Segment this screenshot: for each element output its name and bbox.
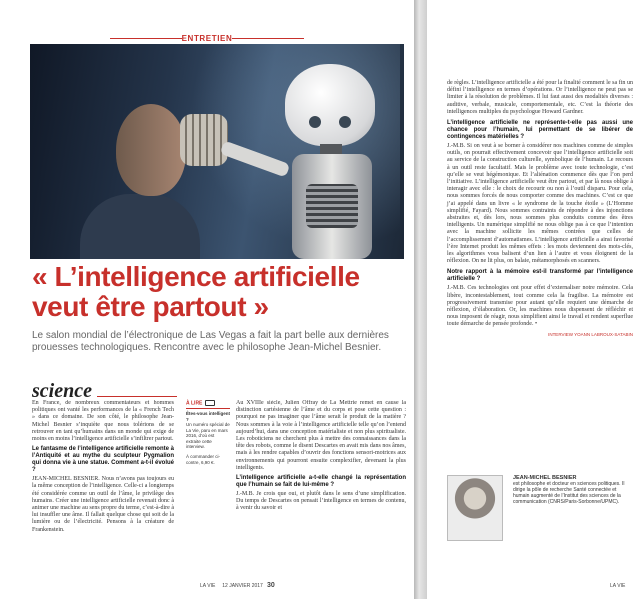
answer-paragraph: de règles. L’intelligence artificielle a été pour la finalité comment le sa fin un défini l’intelligence en termes d’opérations. Or l’intelligence ne peut pas se limiter à la résolution de problèmes. Il lui faut aussi des modalités diverses : auditive, verbale, musicale, comportementale, etc. C’est la théorie des intelligences multiples du psychologue Howard Gardner. [447,80,633,115]
answer-paragraph: Au XVIIIe siècle, Julien Offray de La Mettrie remet en cause la distinction cartésienne de l’âme et du corps et pose cette question : pourquoi ne pas imaginer que l’âme serait le produit de la matière ? Nous sommes à la voie à l’intelligence artificielle telle qu’on l’entend aujourd’hui, dans une conception matérialiste et non plus spiritualiste. Les roboticiens ne cherchent plus à mettre des connaissances dans la tête des robots, comme le disent Descartes en avait mis dans nos âmes, mais à les rendre capables d’ouvrir des fonctions sensori-motrices aux environnements qui pourront ensuite complexifier, devenant la plus intelligents. [236,400,406,471]
page-footer-right: LA VIE [610,583,626,589]
photo-robot-chest [306,184,358,228]
photo-robot-head [285,64,375,146]
footer-date: 12 JANVIER 2017 [222,583,263,589]
sidebar-order: À commander ci-contre, 6,90 €. [186,454,221,465]
answer-paragraph: J.-M.B. Ces technologies ont pour effet d’externaliser notre mémoire. Cela libère, incontestablement, tout comme cela la fragilise. La mémoire est progressivement transmise pour autant qu’elle requiert une démarche de réflexion, d’élaboration. Or, les machines nous dispensent de réfléchir et nous imposent de réagir, nous simplifient ainsi le travail et rendent superflue toute démarche de pensée profonde. • [447,285,633,328]
rubric-rule [97,396,177,397]
article-column-2 [236,400,406,575]
kicker-rule-right [232,38,304,39]
interview-question: Le fantasme de l’intelligence artificielle remonte à l’Antiquité et au mythe du sculpteur Pygmalion qui donna vie à une statue. Comment a-t-il évolué ? [32,446,174,474]
photo-robot-eye [339,116,351,128]
reading-sidebar [186,400,230,520]
headline: « L’intelligence artificielle veut être partout » [32,261,360,322]
author-portrait [447,475,503,541]
robot-photo [30,44,404,259]
right-page [427,0,641,599]
interview-question: L’intelligence artificielle ne représente-t-elle pas aussi une chance pour l’humain, lui permettant de se libérer de contingences matérielles ? [447,120,633,141]
article-column-3 [447,80,633,338]
rubric-label: science [32,380,92,402]
photo-robot-hand [180,114,228,166]
article-column-1 [32,400,174,575]
answer-paragraph: J.-M.B. Je crois que oui, et plutôt dans le sens d’une simplification. Du temps de Descartes on pensait l’intelligence en termes de contenu, à venir du savoir et [236,491,406,512]
photo-robot-eye [309,116,321,128]
page-gutter [414,0,427,599]
answer-paragraph: J.-M.B. Si on veut à se borner à considérer nos machines comme de simples outils, on pourrait effectivement concevoir que l’intelligence artificielle soit au service de la construction culturelle, symbolique de l’humain. Le recours à un outil reste facultatif. Mais le problème avec toute technologie, c’est qu’elle se veut hégémonique. Et l’aliénation commence dès que l’on perd l’initiative. L’intelligence artificielle veut être partout, et par là nous oblige à interagir avec elle : le choix de recourir ou non à l’outil disparu. Pour cela, nous sommes forcés de nous comporter comme des machines. C’est ce que j’ai appelé dans un livre « le syndrome de la touche étoile » (L’Homme simplifié, Fayard). Nous sommes contraints de répondre à des injonctions abstraites et, dès lors, nous sommes plus conduits comme des êtres intelligents. Un numérique simplifié ne nous oblige pas à ce que l’intention avec la machine sollicite les mêmes contrées que celles de l’accomplissement d’automatismes. L’intelligence artificielle a ainsi favorisé l’ère Internet produit les mêmes effets : les mots deviennent des mots-clés, les algorithmes vous balisent d’un lien à l’autre et vous éloignent de la réflexion. On ne lit plus, on balaie, métamorphosés en scanners. [447,143,633,265]
page-number: 30 [267,582,275,589]
interview-question: Notre rapport à la mémoire est-il transformé par l’intelligence artificielle ? [447,269,633,283]
sidebar-text: Un numéro spécial de La Vie, paru en mars 2016, d’où est extraite cette interview. [186,422,230,450]
book-icon [205,400,215,406]
sidebar-label: À LIRE [186,400,230,409]
answer-paragraph: JEAN-MICHEL BESNIER. Nous n’avons pas toujours eu la même conception de l’intelligence. Celle-ci a longtemps été considérée comme un outil de l’âme, le privilège des humains. Créer une intelligence artificielle revenait donc à animer une machine au sens propre du terme, c’est-à-dire à lui insuffler une âme. Il fallait quelque chose qui soit de la lumière ou de l’électricité. Pensons à la créature de Frankenstein. [32,476,174,533]
interview-question: L’intelligence artificielle a-t-elle changé la représentation que l’humain se fait de lui-même ? [236,475,406,489]
footer-magazine: LA VIE [200,583,216,589]
author-bio [513,475,633,505]
section-kicker: ENTRETIEN [181,34,233,43]
page-footer-left [200,582,275,589]
author-name: JEAN-MICHEL BESNIER [513,475,577,481]
interview-credit: INTERVIEW YOANN LABROUX-SATABIN [548,331,633,337]
standfirst: Le salon mondial de l’électronique de Las Vegas a fait la part belle aux dernières prouesses technologiques. Rencontre avec le philosophe Jean-Michel Besnier. [32,330,389,353]
author-bio-text: est philosophe et docteur en sciences politiques. Il dirige la pôle de recherche Santé connectée et humain augmenté de l’Institut des sciences de la communication (CNRS/Paris-Sorbonne/UPMC). [513,481,625,505]
intro-paragraph: En France, de nombreux commentateurs et hommes politiques ont vanté les performances de la « French Tech » dans ce domaine. De son côté, le philosophe Jean-Michel Besnier s’inquiète que nous tolérions de se retrouver en tant qu’humains dans un monde qui exige de moins en moins l’intelligence artificielle s’infiltrer partout. [32,400,174,443]
photo-man-head [116,104,186,196]
sidebar-title: Êtes-vous intelligent ? [186,410,231,422]
